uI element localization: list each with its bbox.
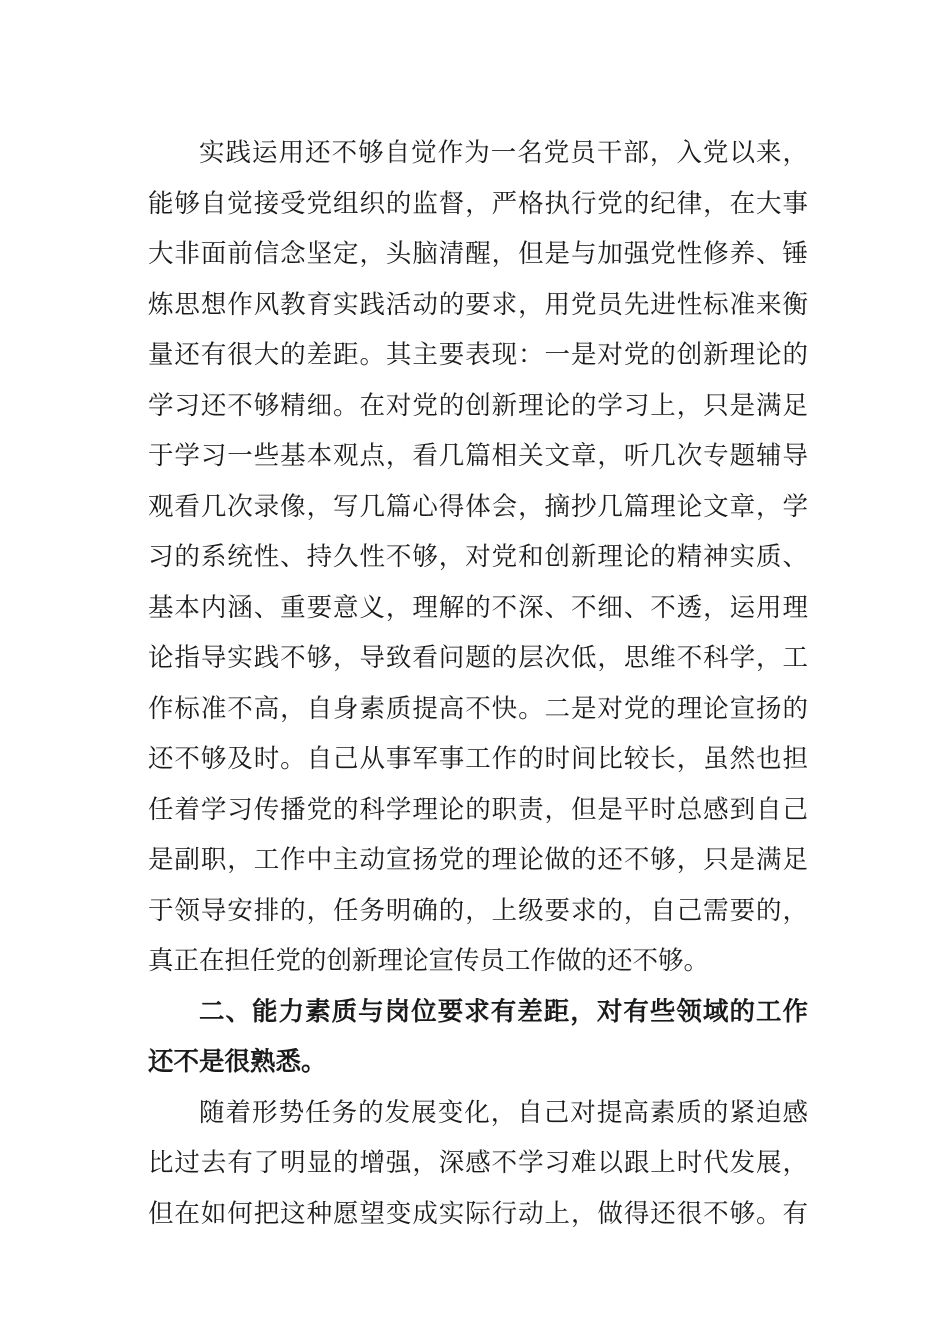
text-line: 随着形势任务的发展变化，自己对提高素质的紧迫感 (199, 1097, 808, 1128)
text-line: 是副职，工作中主动宣扬党的理论做的还不够，只是满足 (148, 845, 808, 875)
text-line: 任着学习传播党的科学理论的职责，但是平时总感到自己 (148, 794, 808, 825)
text-line: 论指导实践不够，导致看问题的层次低，思维不科学，工 (148, 643, 808, 673)
text-line: 能够自觉接受党组织的监督，严格执行党的纪律，在大事 (148, 188, 808, 219)
text-line: 于学习一些基本观点，看几篇相关文章，听几次专题辅导 (148, 441, 808, 471)
text-line: 真正在担任党的创新理论宣传员工作做的还不够。 (148, 946, 710, 976)
section-heading-two (148, 987, 808, 1088)
heading-line: 还不是很熟悉。 (148, 1047, 327, 1077)
text-line: 大非面前信念坚定，头脑清醒，但是与加强党性修养、锤 (148, 239, 808, 269)
text-line: 作标准不高，自身素质提高不快。二是对党的理论宣扬的 (148, 693, 808, 724)
text-line: 实践运用还不够自觉作为一名党员干部，入党以来， (199, 138, 808, 168)
paragraph-practice-self-awareness (148, 128, 808, 987)
text-line: 炼思想作风教育实践活动的要求，用党员先进性标准来衡 (148, 289, 808, 320)
text-line: 但在如何把这种愿望变成实际行动上，做得还很不够。有 (148, 1198, 808, 1229)
text-line: 习的系统性、持久性不够，对党和创新理论的精神实质、 (148, 542, 808, 572)
text-line: 于领导安排的，任务明确的，上级要求的，自己需要的， (148, 895, 808, 926)
text-line: 观看几次录像，写几篇心得体会，摘抄几篇理论文章，学 (148, 491, 808, 522)
document-body (148, 128, 808, 1239)
text-line: 学习还不够精细。在对党的创新理论的学习上，只是满足 (148, 390, 808, 421)
paragraph-ability-gap (148, 1088, 808, 1240)
text-line: 还不够及时。自己从事军事工作的时间比较长，虽然也担 (148, 744, 808, 774)
text-line: 比过去有了明显的增强，深感不学习难以跟上时代发展， (148, 1148, 808, 1178)
text-line: 量还有很大的差距。其主要表现：一是对党的创新理论的 (148, 340, 808, 370)
heading-line: 二、能力素质与岗位要求有差距，对有些领域的工作 (199, 996, 808, 1027)
text-line: 基本内涵、重要意义，理解的不深、不细、不透，运用理 (148, 592, 808, 623)
